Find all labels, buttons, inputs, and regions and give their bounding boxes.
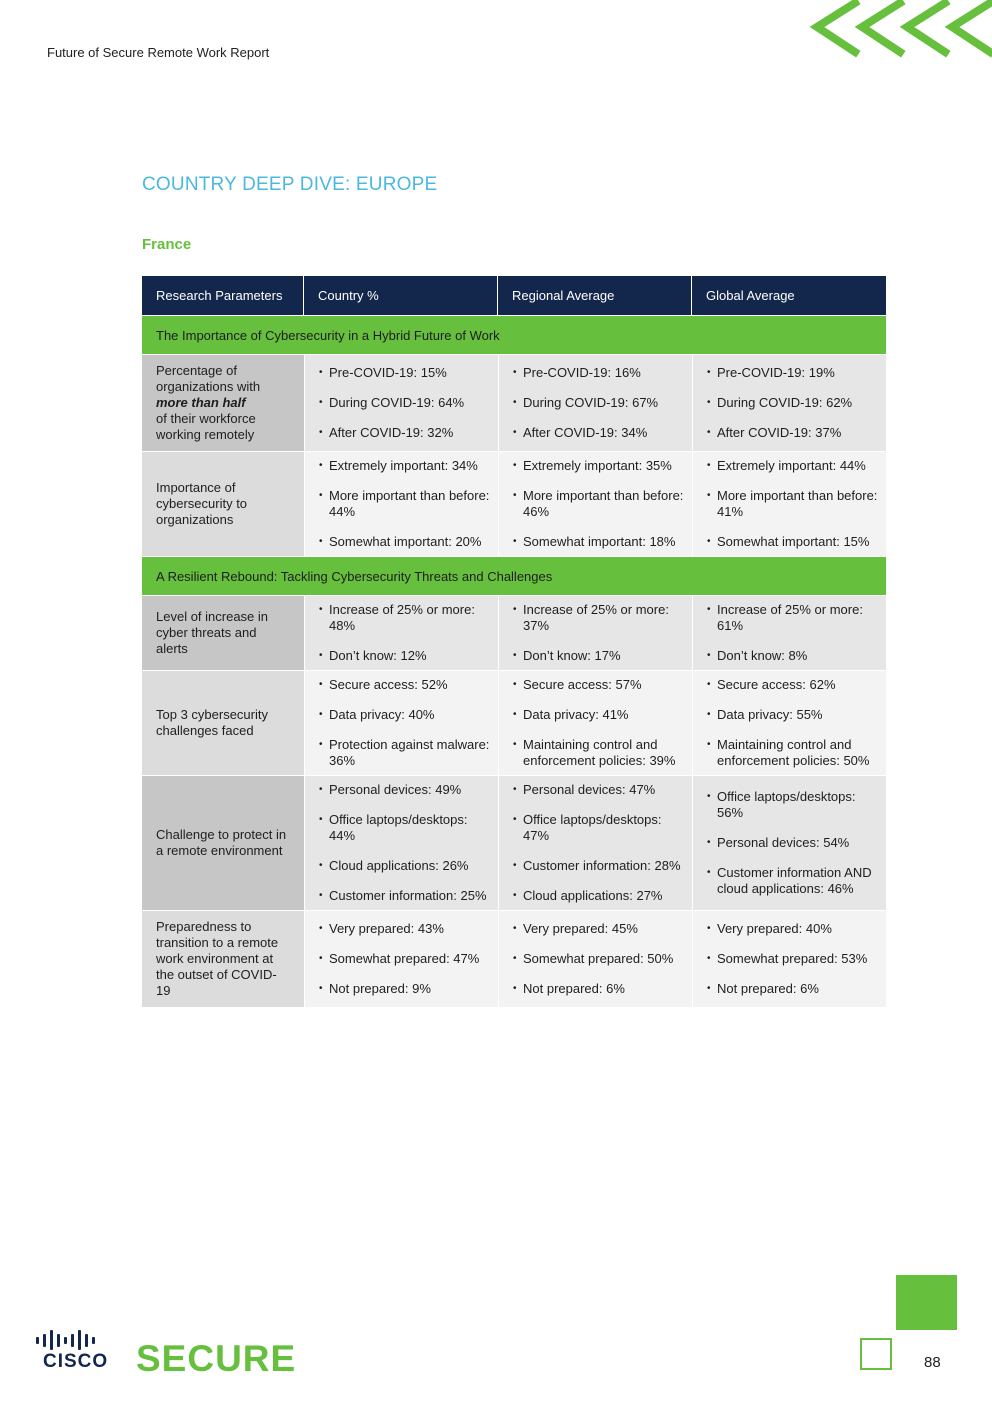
regional-value-cell (498, 670, 692, 775)
parameter-text: of their workforce working remotely (156, 411, 256, 442)
list-item: • After COVID-19: 37% (707, 425, 878, 441)
list-item: • Data privacy: 40% (319, 707, 490, 723)
research-parameter-cell (142, 595, 304, 670)
report-title: Future of Secure Remote Work Report (47, 45, 270, 60)
list-item: • Don’t know: 8% (707, 648, 878, 664)
value-list (513, 921, 684, 997)
list-item: • Very prepared: 43% (319, 921, 490, 937)
list-item: • Somewhat prepared: 50% (513, 951, 684, 967)
list-item: • Very prepared: 40% (707, 921, 878, 937)
column-header: Research Parameters (142, 276, 304, 315)
decorative-green-square (896, 1275, 957, 1330)
value-list (319, 365, 490, 441)
list-item: • Customer information: 25% (319, 888, 490, 904)
list-item: • Customer information AND cloud applications: 46% (707, 865, 878, 897)
value-list (319, 677, 490, 769)
research-parameter-cell (142, 670, 304, 775)
regional-value-cell (498, 354, 692, 451)
country-value-cell (304, 670, 498, 775)
value-list (707, 458, 878, 550)
section-heading: A Resilient Rebound: Tackling Cybersecurity Threats and Challenges (142, 556, 886, 595)
research-parameter-cell (142, 451, 304, 556)
list-item: • During COVID-19: 62% (707, 395, 878, 411)
table-section-row (142, 556, 886, 595)
column-header: Regional Average (498, 276, 692, 315)
value-list (707, 365, 878, 441)
list-item: • After COVID-19: 32% (319, 425, 490, 441)
country-value-cell (304, 354, 498, 451)
value-list (707, 921, 878, 997)
list-item: • During COVID-19: 67% (513, 395, 684, 411)
list-item: • Not prepared: 6% (513, 981, 684, 997)
global-value-cell (692, 910, 886, 1007)
list-item: • Not prepared: 6% (707, 981, 878, 997)
list-item: • Data privacy: 55% (707, 707, 878, 723)
country-title: France (142, 236, 192, 253)
list-item: • Don’t know: 17% (513, 648, 684, 664)
table-row (142, 595, 886, 670)
table-section-row (142, 315, 886, 354)
value-list (513, 602, 684, 664)
value-list (707, 789, 878, 897)
parameter-text: Preparedness to transition to a remote work environment at the outset of COVID-19 (156, 919, 279, 998)
list-item: • Increase of 25% or more: 37% (513, 602, 684, 634)
regional-value-cell (498, 451, 692, 556)
parameter-text: Level of increase in cyber threats and alerts (156, 609, 269, 656)
value-list (707, 602, 878, 664)
country-value-cell (304, 451, 498, 556)
cisco-logo (36, 1330, 108, 1373)
column-header: Country % (304, 276, 498, 315)
list-item: • Increase of 25% or more: 48% (319, 602, 490, 634)
research-table (142, 276, 886, 1007)
value-list (319, 782, 490, 904)
value-list (513, 782, 684, 904)
list-item: • More important than before: 46% (513, 488, 684, 520)
list-item: • After COVID-19: 34% (513, 425, 684, 441)
regional-value-cell (498, 775, 692, 910)
list-item: • Personal devices: 49% (319, 782, 490, 798)
value-list (513, 677, 684, 769)
table-row (142, 451, 886, 556)
list-item: • Somewhat prepared: 47% (319, 951, 490, 967)
parameter-emphasis: more than half (156, 395, 246, 410)
list-item: • Somewhat important: 18% (513, 534, 684, 550)
parameter-text: Importance of cybersecurity to organizations (156, 480, 248, 527)
list-item: • Pre-COVID-19: 19% (707, 365, 878, 381)
table-row (142, 670, 886, 775)
list-item: • More important than before: 44% (319, 488, 490, 520)
list-item: • Pre-COVID-19: 15% (319, 365, 490, 381)
value-list (319, 921, 490, 997)
column-header: Global Average (692, 276, 886, 315)
cisco-bars-icon (36, 1330, 108, 1350)
table-header-row (142, 276, 886, 315)
section-heading: The Importance of Cybersecurity in a Hybrid Future of Work (142, 315, 886, 354)
list-item: • Secure access: 62% (707, 677, 878, 693)
list-item: • Protection against malware: 36% (319, 737, 490, 769)
parameter-text: Top 3 cybersecurity challenges faced (156, 707, 268, 738)
list-item: • Don’t know: 12% (319, 648, 490, 664)
table-row (142, 354, 886, 451)
section-title: COUNTRY DEEP DIVE: EUROPE (142, 174, 438, 195)
regional-value-cell (498, 910, 692, 1007)
research-parameter-cell (142, 775, 304, 910)
cisco-wordmark: CISCO (43, 1351, 109, 1372)
table-row (142, 775, 886, 910)
list-item: • Customer information: 28% (513, 858, 684, 874)
table-row (142, 910, 886, 1007)
list-item: • Office laptops/desktops: 56% (707, 789, 878, 821)
list-item: • Secure access: 52% (319, 677, 490, 693)
list-item: • During COVID-19: 64% (319, 395, 490, 411)
country-value-cell (304, 595, 498, 670)
list-item: • Not prepared: 9% (319, 981, 490, 997)
value-list (513, 365, 684, 441)
value-list (319, 602, 490, 664)
list-item: • Increase of 25% or more: 61% (707, 602, 878, 634)
list-item: • Secure access: 57% (513, 677, 684, 693)
list-item: • Extremely important: 44% (707, 458, 878, 474)
value-list (707, 677, 878, 769)
value-list (319, 458, 490, 550)
list-item: • Extremely important: 34% (319, 458, 490, 474)
list-item: • Cloud applications: 27% (513, 888, 684, 904)
research-parameter-cell (142, 910, 304, 1007)
list-item: • Maintaining control and enforcement policies: 39% (513, 737, 684, 769)
country-value-cell (304, 910, 498, 1007)
list-item: • Personal devices: 54% (707, 835, 878, 851)
list-item: • Somewhat prepared: 53% (707, 951, 878, 967)
chevron-decoration-icon (805, 0, 992, 60)
list-item: • Somewhat important: 20% (319, 534, 490, 550)
list-item: • Personal devices: 47% (513, 782, 684, 798)
decorative-outline-square (860, 1338, 892, 1370)
list-item: • Very prepared: 45% (513, 921, 684, 937)
list-item: • Office laptops/desktops: 47% (513, 812, 684, 844)
list-item: • Data privacy: 41% (513, 707, 684, 723)
list-item: • Maintaining control and enforcement policies: 50% (707, 737, 878, 769)
global-value-cell (692, 775, 886, 910)
global-value-cell (692, 354, 886, 451)
list-item: • Cloud applications: 26% (319, 858, 490, 874)
list-item: • Pre-COVID-19: 16% (513, 365, 684, 381)
list-item: • More important than before: 41% (707, 488, 878, 520)
list-item: • Office laptops/desktops: 44% (319, 812, 490, 844)
list-item: • Somewhat important: 15% (707, 534, 878, 550)
global-value-cell (692, 670, 886, 775)
secure-wordmark: SECURE (136, 1338, 297, 1379)
parameter-text: Challenge to protect in a remote environment (156, 827, 287, 858)
list-item: • Extremely important: 35% (513, 458, 684, 474)
regional-value-cell (498, 595, 692, 670)
country-value-cell (304, 775, 498, 910)
value-list (513, 458, 684, 550)
global-value-cell (692, 451, 886, 556)
global-value-cell (692, 595, 886, 670)
page-number: 88 (924, 1354, 941, 1371)
parameter-text: Percentage of organizations with (156, 363, 261, 394)
research-parameter-cell (142, 354, 304, 451)
